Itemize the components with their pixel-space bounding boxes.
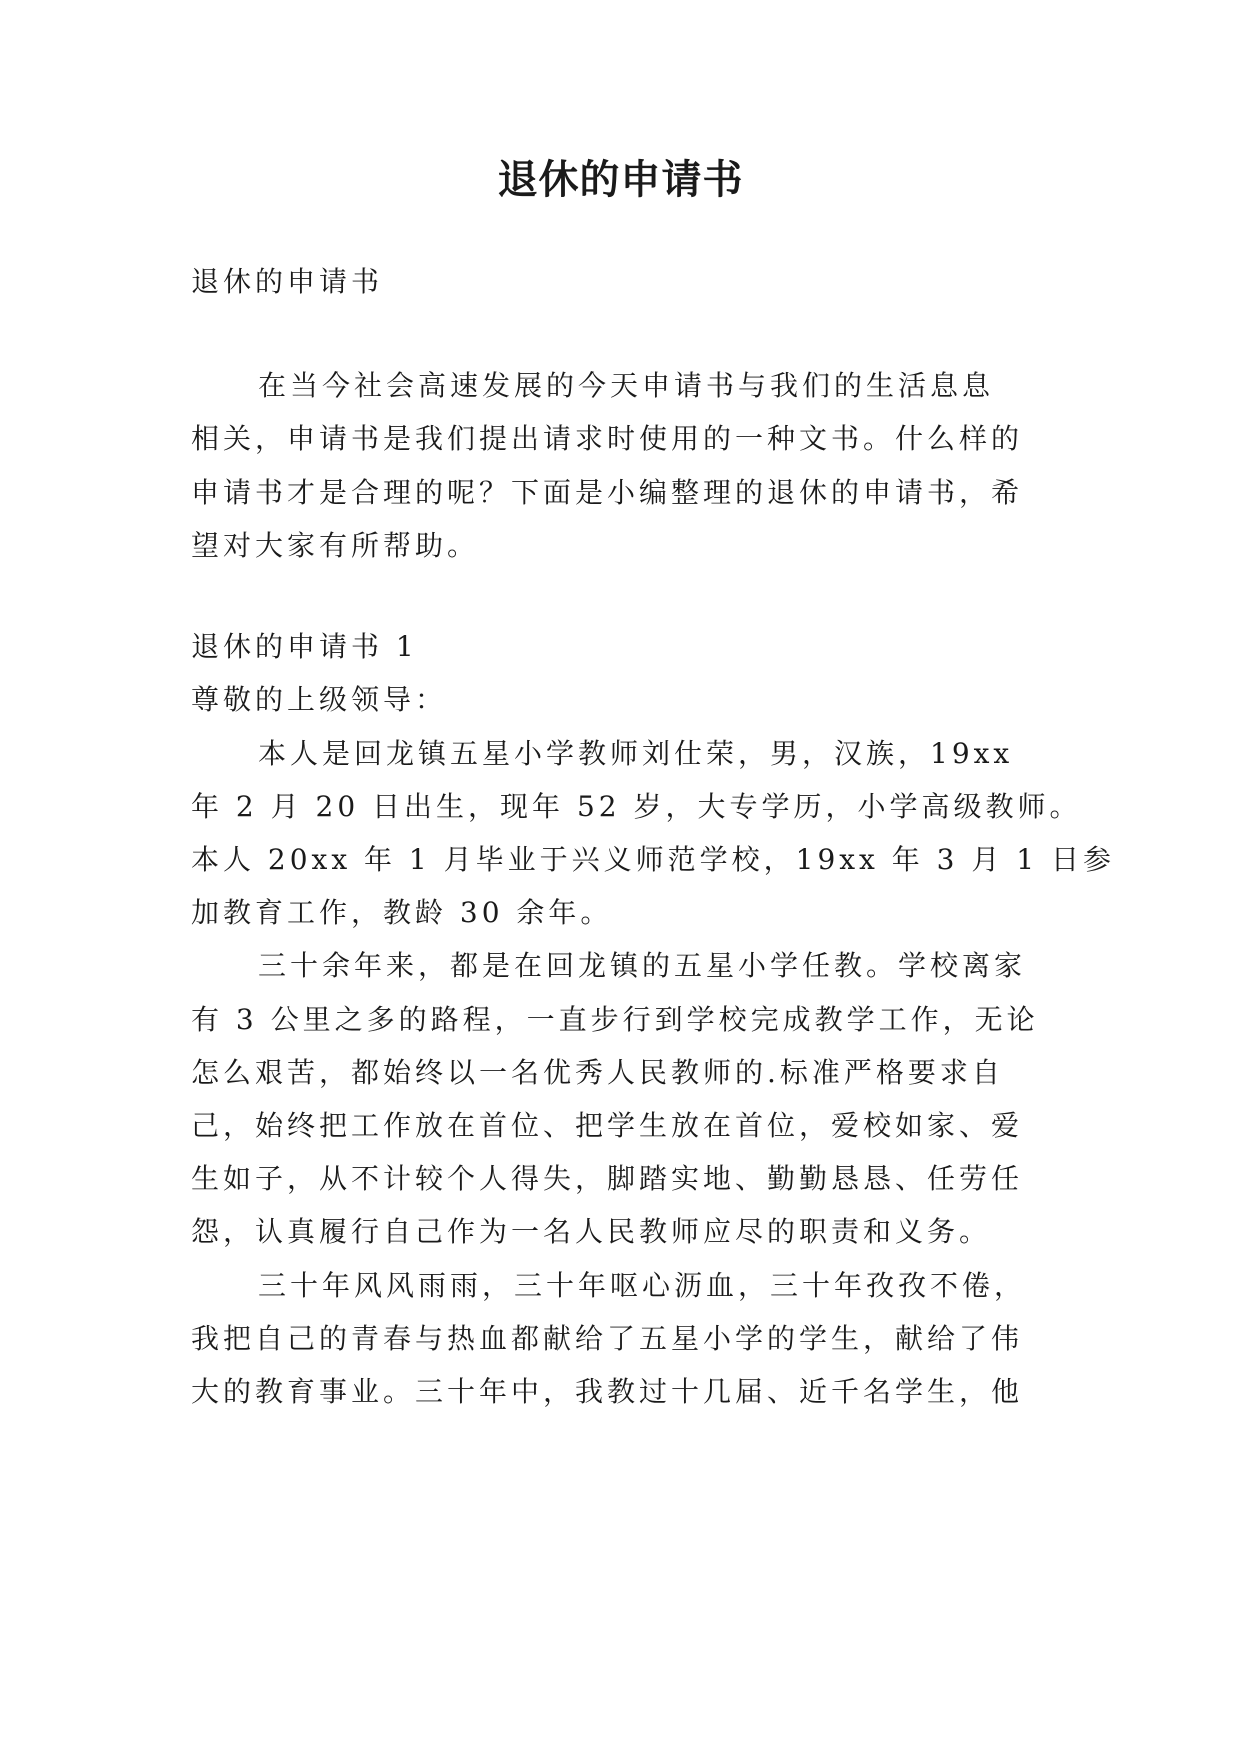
document-title: 退休的申请书 xyxy=(497,157,744,203)
salutation: 尊敬的上级领导： xyxy=(191,683,448,716)
intro-line: 在当今社会高速发展的今天申请书与我们的生活息息 xyxy=(258,369,995,402)
intro-line: 申请书才是合理的呢？下面是小编整理的退休的申请书，希 xyxy=(191,476,1024,509)
paragraph-line: 己，始终把工作放在首位、把学生放在首位，爱校如家、爱 xyxy=(191,1109,1024,1142)
paragraph-line: 三十余年来，都是在回龙镇的五星小学任教。学校离家 xyxy=(258,949,1027,982)
paragraph-line: 大的教育事业。三十年中，我教过十几届、近千名学生，他 xyxy=(191,1375,1024,1408)
section-heading: 退休的申请书 1 xyxy=(191,630,418,663)
paragraph-line: 年 2 月 20 日出生，现年 52 岁，大专学历，小学高级教师。 xyxy=(191,790,1082,823)
paragraph-line: 本人是回龙镇五星小学教师刘仕荣，男，汉族，19xx xyxy=(258,737,1014,770)
paragraph-line: 怨，认真履行自己作为一名人民教师应尽的职责和义务。 xyxy=(191,1215,992,1248)
subtitle: 退休的申请书 xyxy=(191,265,384,298)
paragraph-line: 生如子，从不计较个人得失，脚踏实地、勤勤恳恳、任劳任 xyxy=(191,1162,1024,1195)
paragraph-line: 加教育工作，教龄 30 余年。 xyxy=(191,896,613,929)
paragraph-line: 有 3 公里之多的路程，一直步行到学校完成教学工作，无论 xyxy=(191,1003,1039,1036)
paragraph-line: 我把自己的青春与热血都献给了五星小学的学生，献给了伟 xyxy=(191,1322,1024,1355)
intro-line: 望对大家有所帮助。 xyxy=(191,529,480,562)
paragraph-line: 怎么艰苦，都始终以一名优秀人民教师的.标准严格要求自 xyxy=(191,1056,1004,1089)
intro-line: 相关，申请书是我们提出请求时使用的一种文书。什么样的 xyxy=(191,422,1024,455)
paragraph-line: 本人 20xx 年 1 月毕业于兴义师范学校，19xx 年 3 月 1 日参 xyxy=(191,843,1115,876)
paragraph-line: 三十年风风雨雨，三十年呕心沥血，三十年孜孜不倦， xyxy=(258,1269,1027,1302)
